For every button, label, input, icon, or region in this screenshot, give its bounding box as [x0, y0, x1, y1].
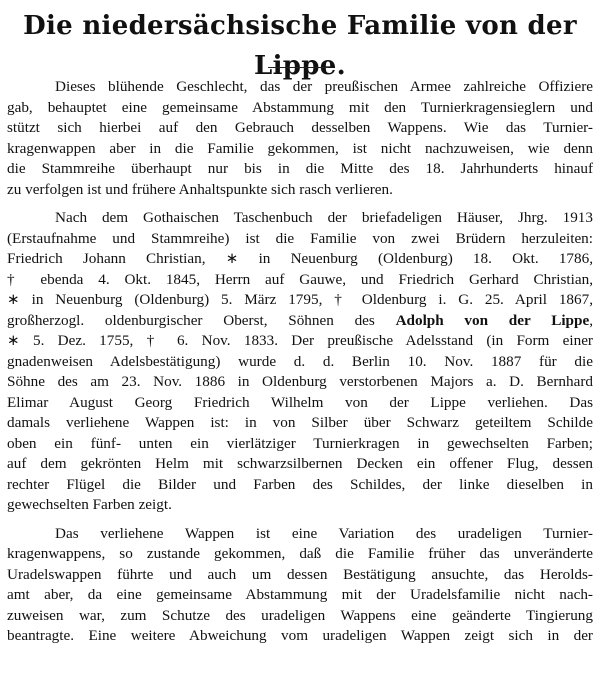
- text-line: oben ein fünf- unten ein vierlätziger Turnierkragen in gewechselten Farben;: [7, 434, 593, 452]
- text-line: Uradelswappen führte und auch um dessen Bestätigung ansuchte, das Herolds-: [7, 565, 593, 583]
- name-emphasis: Adolph von der Lippe: [395, 311, 590, 329]
- text-line: gewechselten Farben zeigt.: [7, 496, 172, 513]
- text-line: Dieses blühende Geschlecht, das der preußischen Armee zahlreiche Offiziere: [55, 78, 593, 95]
- text-line: Söhne des am 23. Nov. 1886 in Oldenburg verstorbenen Majors a. D. Bernhard: [7, 373, 593, 390]
- text-line: kragenwappen aber in die Familie gekommen, ist nicht nachzuweisen, wie denn: [7, 139, 593, 157]
- text-line: ∗ 5. Dez. 1755, † 6. Nov. 1833. Der preußische Adelsstand (in Form einer: [7, 332, 593, 349]
- text-line: auf dem gekrönten Helm mit schwarzsilbernen Decken ein offener Flug, dessen: [7, 455, 593, 472]
- page-title: Die niedersächsische Familie von der Lippe.: [23, 11, 577, 81]
- text-line: (Erstaufnahme und Stammreihe) ist die Familie von zwei Brüdern herzuleiten:: [7, 229, 593, 247]
- text-line: damals verliehene Wappen ist: in von Silber über Schwarz geteiltem Schilde: [7, 414, 593, 431]
- text-line: ∗ in Neuenburg (Oldenburg) 5. März 1795, † Oldenburg i. G. 25. April 1867,: [7, 291, 593, 308]
- title-divider: [268, 67, 328, 68]
- paragraph-1: [7, 77, 593, 200]
- text-line: kragenwappens, so zustande gekommen, daß die Familie früher das unveränderte: [7, 545, 593, 562]
- text-line: † ebenda 4. Okt. 1845, Herrn auf Gauwe, und Friedrich Gerhard Christian,: [7, 270, 593, 288]
- text-line: Nach dem Gothaischen Taschenbuch der briefadeligen Häuser, Jhrg. 1913: [55, 209, 593, 226]
- text-line: rechter Flügel die Bilder und Farben des Schildes, der linke dieselben in: [7, 475, 593, 493]
- document-body: [7, 77, 593, 655]
- text-line: zuweisen war, zum Schutze des uradeligen Wappens eine geänderte Tingierung: [7, 606, 593, 624]
- text-line: Elimar August Georg Friedrich Wilhelm von der Lippe verliehen. Das: [7, 393, 593, 411]
- text-line: gab, behauptet eine gemeinsame Abstammung mit den Turnierkragensieglern und: [7, 98, 593, 116]
- text-line: gnadenweisen Adelsbestätigung) wurde d. d. Berlin 10. Nov. 1887 für die: [7, 352, 593, 370]
- text-line: beantragte. Eine weitere Abweichung vom uradeligen Wappen zeigt sich in der: [7, 627, 593, 644]
- text-line: die Stammreihe überhaupt nur bis in die Mitte des 18. Jahrhunderts hinauf: [7, 160, 593, 177]
- paragraph-3: [7, 524, 593, 647]
- text-line: amt aber, da eine gemeinsame Abstammung mit der Uradelsfamilie nicht nach-: [7, 586, 593, 603]
- text-line: zu verfolgen ist und frühere Anhaltspunkte sich rasch verlieren.: [7, 180, 393, 198]
- text-line: stützt sich hierbei auf den Gebrauch desselben Wappens. Wie das Turnier-: [7, 119, 593, 136]
- text-line: Das verliehene Wappen ist eine Variation des uradeligen Turnier-: [55, 524, 593, 542]
- text-line: Friedrich Johann Christian, ∗ in Neuenburg (Oldenburg) 18. Okt. 1786,: [7, 250, 593, 267]
- text-line: großherzogl. oldenburgischer Oberst, Söhnen des Adolph von der Lippe,: [7, 311, 593, 329]
- paragraph-2: [7, 208, 593, 516]
